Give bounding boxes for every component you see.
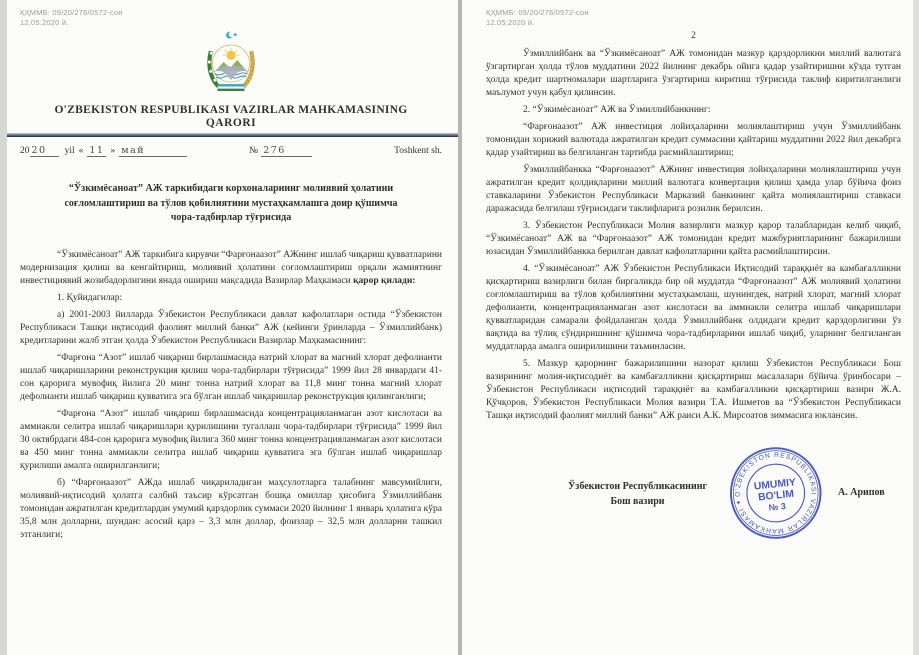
- stamp-ring-text: O'ZBEKISTON RESPUBLIKASI VAZIRLAR MAHKAMASI ✦: [734, 451, 817, 534]
- number-written: 276: [261, 145, 312, 157]
- paragraph-text: 3. Ўзбекистон Республикаси Молия вазирлиги мазкур қарор талабларидан келиб чиқиб, “Ўзкимёсаноат” АЖ ва “Фарғонаазот” АЖ томонидан кредит мажбуриятларининг бажарилиши юзасидан Ўзмиллийбанкка берилган давлат кафолатларини қайта расмийлаштирсин.: [486, 220, 901, 257]
- paragraph-text: “Фарғонаазот” АЖ инвестиция лойиҳаларини молиялаштириш учун Ўзмиллийбанк томонидан хорижий валютада ажратилган кредит суммасини қайтариш муддатини 2022 йил декабрга қадар узайтириш ва белгиланган тартибда расмийлаштириш;: [486, 121, 901, 158]
- page-number: 2: [691, 30, 696, 41]
- paragraph: [486, 48, 901, 100]
- official-stamp: [723, 440, 829, 550]
- city-label: Toshkent sh.: [394, 146, 442, 157]
- paragraph: [486, 104, 901, 117]
- paragraph: [20, 352, 442, 404]
- registration-header: [20, 8, 442, 28]
- paragraph: [20, 309, 442, 348]
- close-quote: »: [110, 146, 116, 157]
- registration-number: ҚҲММБ: 09/20/276/0572-сон: [486, 8, 589, 17]
- paragraph: [20, 408, 442, 473]
- paragraph: [486, 220, 901, 259]
- emblem-wrap: [20, 29, 442, 100]
- header-rule: [7, 133, 458, 137]
- year-prefix: 20: [20, 146, 30, 157]
- registration-header: [486, 8, 901, 28]
- document-type: QARORI: [205, 117, 257, 130]
- paragraph: [486, 164, 901, 216]
- paragraph: [486, 358, 901, 423]
- paragraph-text: а) 2001-2003 йилларда Ўзбекистон Республикаси давлат кафолатлари остида “Ўзбекистон Республикаси Ташқи иқтисодий фаолият миллий банки” АЖ (кейинги ўринларда – Ўзмиллийбанк) кредитларини жалб этган ҳолда Ўзбекистон Республикаси Вазирлар Маҳкамасининг:: [20, 309, 442, 346]
- registration-number: ҚҲММБ: 09/20/276/0572-сон: [20, 8, 123, 17]
- paragraph-text: 1. Қуйидагилар:: [57, 292, 123, 303]
- scan-edge-right: [913, 0, 919, 655]
- signature-block: [486, 447, 901, 572]
- signatory-title: [530, 479, 745, 510]
- uzbekistan-emblem-icon: [200, 29, 262, 95]
- stamp-line2: BO'LIM: [757, 488, 795, 503]
- paragraph-text: “Ўзкимёсаноат” АЖ таркибига кирувчи “Фарғонаазот” АЖнинг ишлаб чиқариш қувватларини модернизация қилиш ва кенгайтириш, молиявий ҳолатини соғломлаштириш орқали жамиятнинг инвестициявий жозибадорлигини янада ошириш мақсадида Вазирлар Маҳкамаси: [20, 249, 442, 286]
- paragraph: [20, 249, 442, 288]
- month-written: май: [119, 145, 187, 157]
- paragraph-text: “Фарғона “Азот” ишлаб чиқариш бирлашмасида натрий хлорат ва магний хлорат дефолианти ишлаб чиқаришларини реконструкция қилиш чора-тадбирлари тўғрисида” 1999 йил 28 январдаги 41-сон қарорига мувофиқ йилига 20 минг тонна натрий хлорат ва 11,8 минг тонна магний хлорат дефолианти ишлаб чиқариш қувватига эга бўлган ишлаб чиқаришлар реконструкция қилинганлиги;: [20, 352, 442, 402]
- paragraph-text: 2. “Ўзкимёсаноат” АЖ ва Ўзмиллийбанкнинг:: [523, 104, 711, 115]
- stamp-icon: [723, 440, 829, 546]
- paragraph-text: “Фарғона “Азот” ишлаб чиқариш бирлашмасида концентрацияланмаган азот кислотаси ва аммиакли селитра ишлаб чиқаришлари қурилишини тугаллаш чора-тадбирлари тўғрисида” 1999 йил 30 октябрдаги 484-сон қарорига мувофиқ йилига 360 минг тонна концентрацияланмаган азот кислотаси ва 450 минг тонна аммиакли селитра ишлаб чиқариш қувватига эга бўлган ишлаб чиқаришлар қурилиши амалга оширилганлиги;: [20, 408, 442, 471]
- registration-date: 12.05.2020 й.: [20, 17, 69, 27]
- signatory-title-line2: Бош вазири: [610, 496, 665, 507]
- open-quote: «: [78, 146, 84, 157]
- registration-date: 12.05.2020 й.: [486, 17, 535, 27]
- yil-label: yil: [64, 146, 75, 157]
- document-page-1: [7, 0, 458, 655]
- paragraph: [486, 263, 901, 354]
- signatory-title-line1: Ўзбекистон Республикасининг: [567, 480, 708, 492]
- stamp-line3: № 3: [768, 500, 787, 513]
- issuing-authority: O'ZBEKISTON RESPUBLIKASI VAZIRLAR MAHKAMASINING: [54, 103, 408, 116]
- number-sign: №: [249, 146, 259, 157]
- year-written: 20: [30, 145, 59, 157]
- document-title: “Ўзкимёсаноат” АЖ таркибидаги корхоналарнинг молиявий ҳолатини соғломлаштириш ва тўлов қобилиятини мустаҳкамлашга доир қўшимча чора-тадбирлар тўғрисида: [64, 183, 398, 224]
- paragraph-text: Ўзмиллийбанк ва “Ўзкимёсаноат” АЖ томонидан мазкур қарздорликни миллий валютага ўзгартирган ҳолда тўлов муддатини 2022 йилнинг декабрь ойига қадар узайтиришни кўзда тутган ҳолда кредит шартномалари шартларига ўзгартириш киритиш тўғрисида таклиф киритилганлиги маълумот учун қабул қилинсин.: [486, 48, 901, 98]
- signatory-name: А. Арипов: [838, 486, 885, 498]
- paragraph-text: б) “Фарғонаазот” АЖда ишлаб чиқариладиган маҳсулотларга талабнинг мавсумийлиги, молиявий-иқтисодий ҳолатга салбий таъсир кўрсатган бошқа омиллар ҳисобига Ўзмиллийбанк томонидан ажратилган кредитлардан умумий қарздорлик суммаси 2020 йилнинг 1 январь ҳолатига кўра 35,8 млн долларни, шундан: асосий қарз – 3,3 млн доллар, фоизлар – 32,5 млн долларни ташкил этганлиги;: [20, 477, 442, 540]
- paragraph: [20, 477, 442, 542]
- paragraph-text: Ўзмиллийбанкка “Фарғонаазот” АЖнинг инвестиция лойиҳаларини молиялаштириш учун ажратилган кредит қолдиқларини миллий валютага конвертация қилиш ҳамда улар бўйича фоиз ставкаларини Ўзбекистон Республикаси Марказий банкининг қайта молиялаштириш ставкаси даражасида белгилаш тўғрисидаги таклифларига розилик берилсин.: [486, 164, 901, 214]
- paragraph: [486, 121, 901, 160]
- document-page-2: [462, 0, 913, 655]
- date-line: [20, 145, 442, 157]
- paragraph: [20, 292, 442, 305]
- paragraph-bold: қарор қилади:: [353, 275, 416, 286]
- stamp-line1: UMUMIY: [753, 476, 797, 493]
- scan-edge-left: [0, 0, 7, 655]
- paragraph-text: 5. Мазкур қарорнинг бажарилишини назорат қилиш Ўзбекистон Республикаси Бош вазирининг молия-иқтисодиёт ва камбағалликни қисқартириш масалалари бўйича ўринбосари – Ўзбекистон Республикаси иқтисодий тараққиёт ва камбағалликни қисқартириш вазири Ж.А. Қўчқоров, Ўзбекистон Республикаси Молия вазири Т.А. Ишметов ва “Ўзбекистон Республикаси Ташқи иқтисодий фаолият миллий банки” АЖ раиси А.К. Мирсоатов зиммасига юклансин.: [486, 358, 901, 421]
- day-written: 11: [89, 145, 105, 157]
- paragraph-text: 4. “Ўзкимёсаноат” АЖ Ўзбекистон Республикаси Иқтисодий тараққиёт ва камбағалликни қисқартириш вазирлиги билан биргаликда бир ой муддатда “Фарғонаазот” АЖ молиявий ҳолатини соғломлаштириш ва тўлов қобилиятини мустаҳкамлаш, шунингдек, натрий хлорат, магний хлорат дефолианти, концентрацияланмаган азот кислотаси ва аммиакли селитра ишлаб чиқаришлари қувватларидан самарали фойдаланган ҳолда Ўзмиллийбанк олдидаги кредит қарздорлигини ўз вақтида ва тўлиқ сўндиришнинг қўшимча чора-тадбирларини ишлаб чиқиб, уларнинг белгиланган муддатларда амалга оширилишини таъминласин.: [486, 263, 901, 352]
